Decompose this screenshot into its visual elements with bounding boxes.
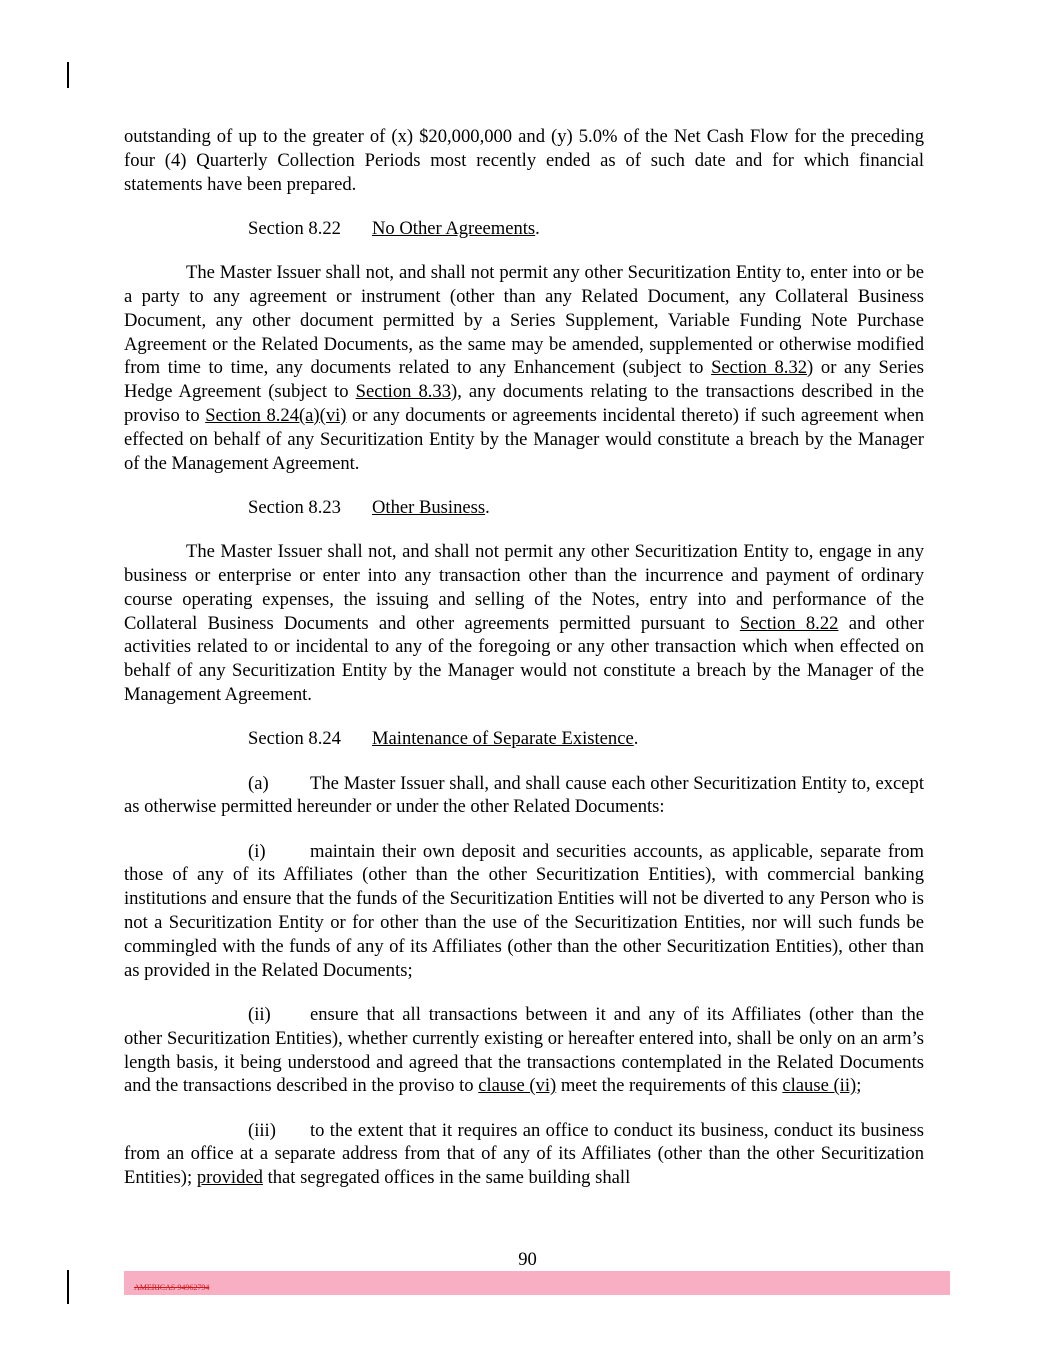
text-run: or any documents or agreements incidental thereto) if such agreement when effected on behalf of any Securitization Entity by the Manager would constitute a breach by the Manager of the Management Agreement. [124,404,925,474]
section-number: Section 8.22 [248,217,341,239]
document-body [124,125,924,1190]
text-run: ) or any Series Hedge Agreement (subject to [124,357,924,403]
paragraph-8-22 [124,261,924,475]
clause-label: (iii) [248,1119,276,1141]
text-run: and other activities related to or incidental to any of the foregoing or any other transaction which when effected on behalf of any Securitization Entity by the Manager would not constitute a breach by the Manager of the Management Agreement. [124,612,924,705]
section-number: Section 8.24 [248,728,341,750]
paragraph-continuation: outstanding of up to the greater of (x) $20,000,000 and (y) 5.0% of the Net Cash Flow for the preceding four (4) Quarterly Collection Periods most recently ended as of such date and for which financial statements have been prepared. [124,126,924,195]
footer-band [124,1271,950,1295]
cross-reference: Section 8.33 [355,381,452,403]
paragraph-8-23 [124,540,924,707]
text-run: maintain their own deposit and securities accounts, as applicable, separate from those of any of its Affiliates (other than the other Securitization Entities), with commercial banking institutions and ensure that the funds of the Securitization Entities will not be diverted to any Person who is not a Securitization Entity or for other than the use of the Securitization Entities, nor will such funds be commingled with the funds of any of its Affiliates (other than the other Securitization Entities), other than as provided in the Related Documents; [124,840,924,981]
clause-i [124,840,924,983]
heading-period: . [535,217,540,239]
cross-reference: clause (vi) [478,1075,557,1097]
section-heading-8-23 [248,496,924,520]
section-title: Other Business [372,496,486,518]
change-bar-bottom [67,1270,69,1304]
document-id: AMERICAS 94962794 [134,1283,210,1292]
section-heading-8-24 [248,727,924,751]
text-run: The Master Issuer shall not, and shall not permit any other Securitization Entity to, engage in any business or enterprise or enter into any transaction other than the incurrence and payment of ordinary course operating expenses, the issuing and selling of the Notes, entry into and performance of the Collateral Business Documents and other agreements permitted pursuant to [124,541,924,634]
clause-a [124,772,924,820]
text-run: ), any documents relating to the transactions described in the proviso to [124,381,924,426]
clause-label: (a) [248,772,269,794]
text-run: The Master Issuer shall, and shall cause each other Securitization Entity to, except as otherwise permitted hereunder or under the other Related Documents: [124,772,924,818]
heading-period: . [485,496,490,518]
section-number: Section 8.23 [248,496,341,518]
section-heading-8-22 [248,217,924,241]
clause-ii [124,1003,924,1098]
clause-iii [124,1119,924,1190]
text-run: ; [856,1075,862,1097]
text-run: to the extent that it requires an office to conduct its business, conduct its business from an office at a separate address from that of any of its Affiliates (other than the other Securitization Entities); [124,1119,924,1189]
cross-reference: Section 8.24(a)(vi) [205,404,347,426]
change-bar-top [67,62,69,88]
section-title: No Other Agreements [372,217,536,239]
clause-label: (ii) [248,1003,271,1025]
cross-reference: Section 8.32 [711,357,808,379]
defined-term: provided [196,1167,263,1189]
text-run: meet the requirements of this [556,1075,783,1097]
page-number: 90 [518,1249,537,1270]
cross-reference: clause (ii) [782,1075,857,1097]
cross-reference: Section 8.22 [739,612,839,634]
text-run: that segregated offices in the same building shall [262,1167,631,1189]
text-run: ensure that all transactions between it and any of its Affiliates (other than the other Securitization Entities), whether currently existing or hereafter entered into, shall be only on an arm’s length basis, it being understood and agreed that the transactions contemplated in the Related Documents and the transactions described in the proviso to [124,1003,924,1097]
section-title: Maintenance of Separate Existence [372,728,634,750]
clause-label: (i) [248,840,266,862]
text-run: The Master Issuer shall not, and shall not permit any other Securitization Entity to, enter into or be a party to any agreement or instrument (other than any Related Document, any Collateral Business Document, any other document permitted by a Series Supplement, Variable Funding Note Purchase Agreement or the Related Documents, as the same may be amended, supplemented or otherwise modified from time to time, any documents related to any Enhancement (subject to [124,262,924,379]
heading-period: . [633,728,639,750]
